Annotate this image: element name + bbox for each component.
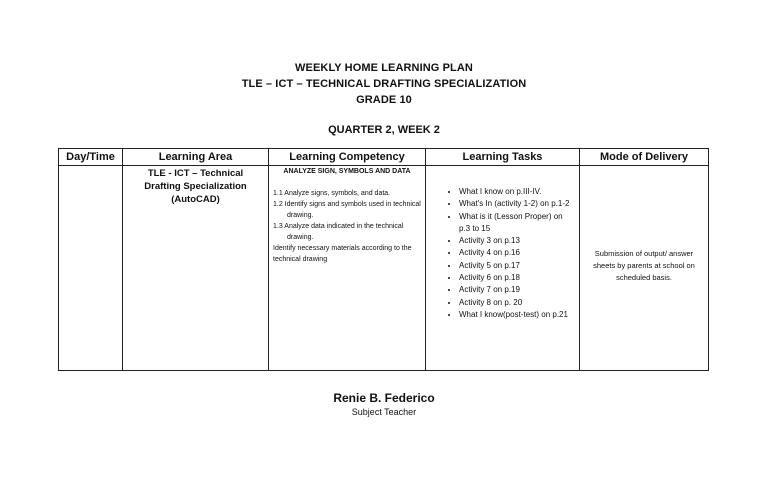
task-list <box>426 186 579 321</box>
list-item: • What I know on p.III-IV. <box>459 186 575 198</box>
list-item: • What is it (Lesson Proper) on p.3 to 15 <box>459 211 575 236</box>
learning-area-cell <box>123 166 269 371</box>
document-header <box>0 60 768 108</box>
list-item: 1.2 Identify signs and symbols used in technical drawing. <box>273 201 421 219</box>
delivery-text: Submission of output/ answer sheets by parents at school on scheduled basis. <box>593 249 695 282</box>
plan-title: WEEKLY HOME LEARNING PLAN <box>295 62 473 74</box>
learning-area-line: (AutoCAD) <box>171 194 220 205</box>
list-item: • Activity 7 on p.19 <box>459 284 575 296</box>
list-item: • What I know(post-test) on p.21 <box>459 309 575 321</box>
column-header: Mode of Delivery <box>580 149 709 166</box>
table-header-row <box>59 149 709 166</box>
learning-tasks-cell <box>426 166 580 371</box>
grade-title: GRADE 10 <box>356 94 412 106</box>
list-item: 1.1 Analyze signs, symbols, and data. <box>273 190 391 197</box>
column-header: Day/Time <box>59 149 123 166</box>
teacher-name: Renie B. Federico <box>333 391 435 405</box>
table-row <box>59 166 709 371</box>
learning-plan-table <box>58 148 709 371</box>
list-item: • Activity 3 on p.13 <box>459 235 575 247</box>
list-item: • Activity 5 on p.17 <box>459 260 575 272</box>
teacher-title: Subject Teacher <box>351 407 417 417</box>
competency-list <box>269 188 425 265</box>
day-time-cell <box>59 166 123 371</box>
mode-of-delivery-cell <box>580 166 709 371</box>
learning-competency-cell <box>269 166 426 371</box>
signature-block <box>0 390 768 418</box>
learning-area-line: TLE - ICT – Technical <box>147 168 244 179</box>
learning-area-line: Drafting Specialization <box>144 181 247 192</box>
list-item: • What's In (activity 1-2) on p.1-2 <box>459 198 575 210</box>
quarter-week-title: QUARTER 2, WEEK 2 <box>328 124 440 136</box>
list-item: Identify necessary materials according to the technical drawing <box>273 245 412 263</box>
competency-title: ANALYZE SIGN, SYMBOLS AND DATA <box>283 168 411 175</box>
subject-title: TLE – ICT – TECHNICAL DRAFTING SPECIALIZATION <box>241 78 527 90</box>
column-header: Learning Competency <box>269 149 426 166</box>
list-item: • Activity 4 on p.16 <box>459 247 575 259</box>
column-header: Learning Area <box>123 149 269 166</box>
list-item: • Activity 8 on p. 20 <box>459 297 575 309</box>
column-header: Learning Tasks <box>426 149 580 166</box>
list-item: 1.3 Analyze data indicated in the technical drawing. <box>273 223 404 241</box>
list-item: • Activity 6 on p.18 <box>459 272 575 284</box>
